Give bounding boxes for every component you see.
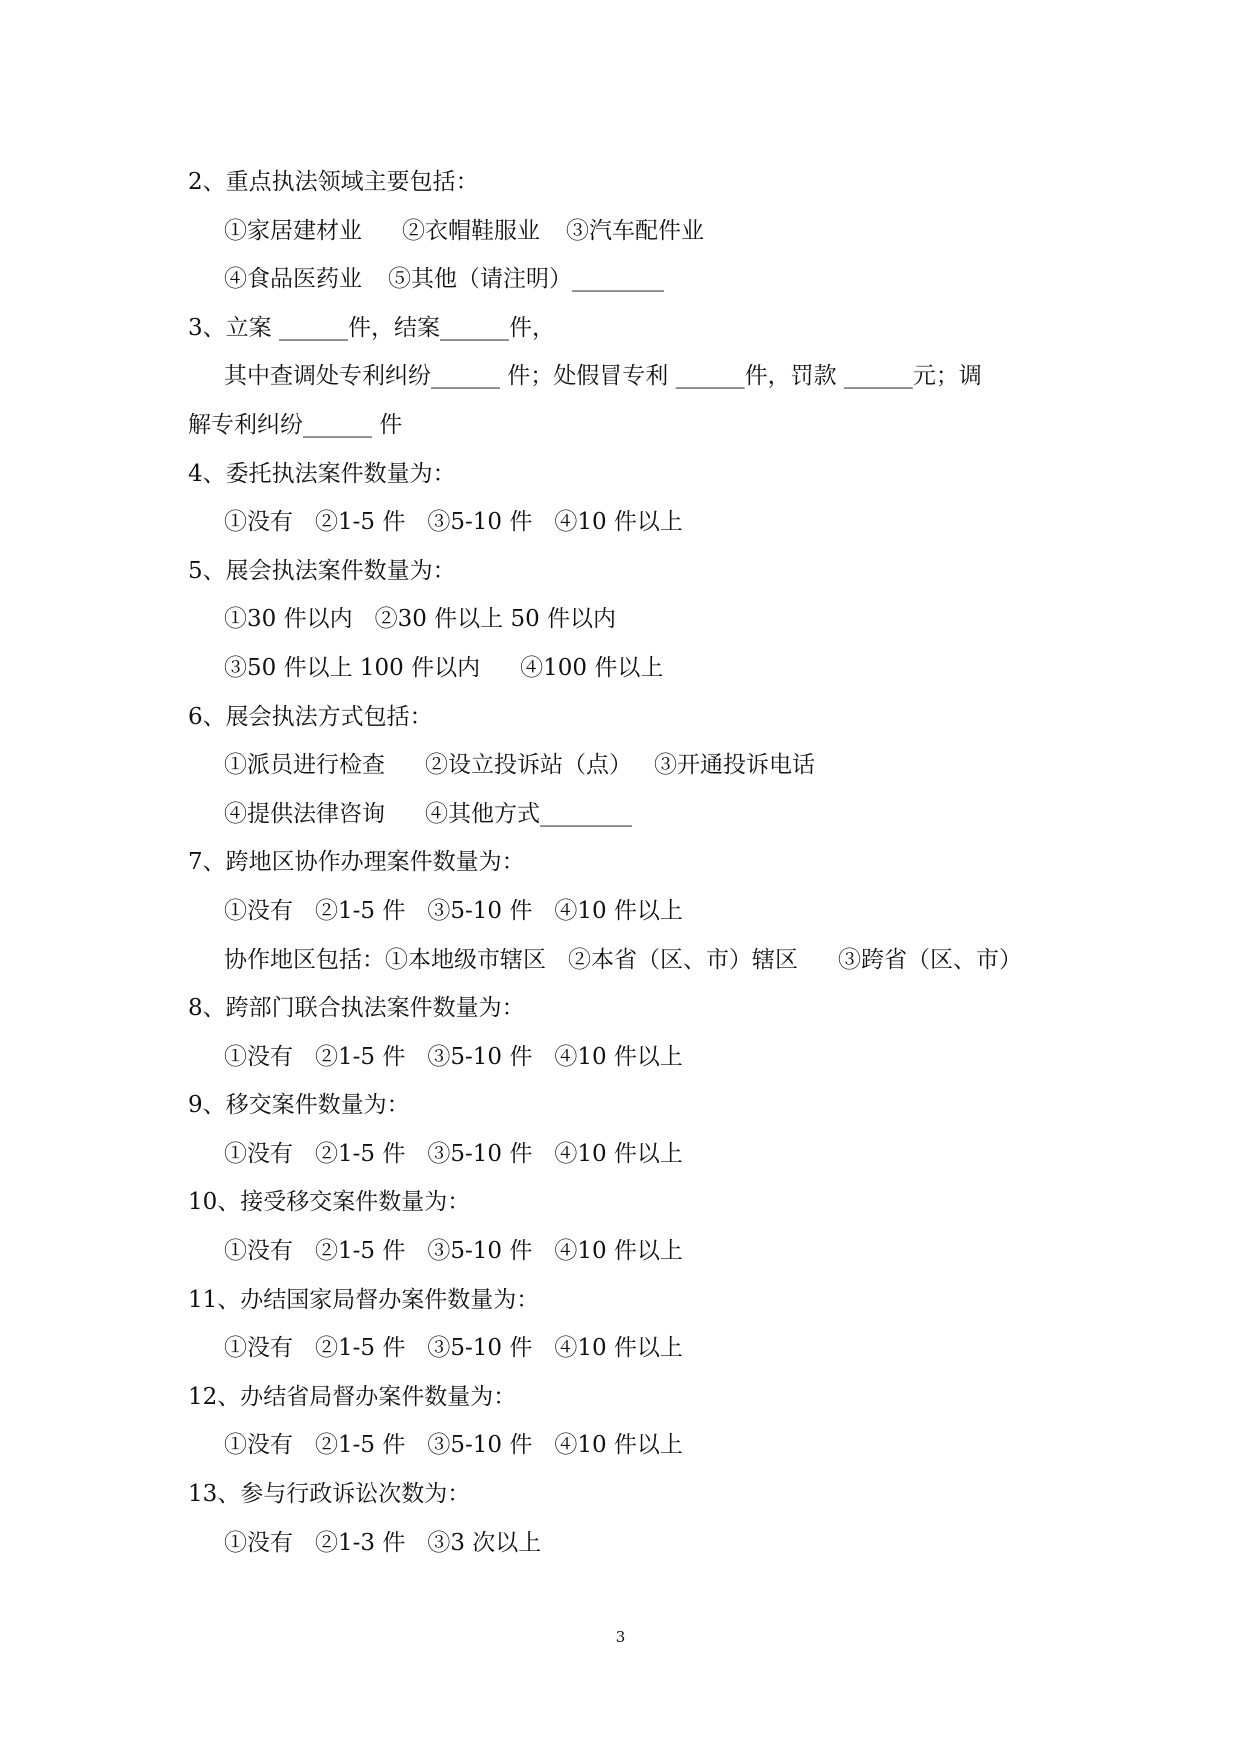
option: ③5-10 件 — [427, 509, 533, 536]
option: ①本地级市辖区 — [385, 946, 546, 973]
question-5-options-row-1 — [188, 595, 1068, 644]
option: ④10 件以上 — [554, 1140, 683, 1167]
question-7-region-row — [188, 936, 1068, 985]
option: ②1-5 件 — [315, 1140, 406, 1167]
option: ②1-3 件 — [315, 1529, 406, 1556]
option: ①没有 — [224, 1140, 293, 1167]
region-label: 协作地区包括： — [224, 946, 385, 973]
option: ③3 次以上 — [427, 1529, 542, 1556]
option: ③50 件以上 100 件以内 — [224, 654, 481, 681]
option: ②1-5 件 — [315, 897, 406, 924]
option: ③5-10 件 — [427, 897, 533, 924]
option: ②设立投诉站（点） — [425, 752, 632, 779]
question-13-options — [188, 1519, 1068, 1568]
option: ①没有 — [224, 1335, 293, 1362]
question-7-options — [188, 887, 1068, 936]
option: ④提供法律咨询 — [224, 800, 385, 827]
option: ①没有 — [224, 509, 293, 536]
option: ②衣帽鞋服业 — [402, 217, 540, 244]
question-11-title: 11、办结国家局督办案件数量为： — [188, 1286, 540, 1313]
question-5-title: 5、展会执法案件数量为： — [188, 557, 456, 584]
option: ②1-5 件 — [315, 1238, 406, 1265]
question-8-options — [188, 1033, 1068, 1082]
question-3-line-2: 其中查调处专利纠纷______ 件；处假冒专利 ______件，罚款 ______元；调 — [224, 363, 982, 390]
option: ③5-10 件 — [427, 1335, 533, 1362]
option: ①家居建材业 — [224, 217, 362, 244]
question-13-title: 13、参与行政诉讼次数为： — [188, 1481, 471, 1508]
option: ⑤其他（请注明）________ — [388, 266, 664, 293]
question-4-options — [188, 498, 1068, 547]
question-10-options — [188, 1227, 1068, 1276]
question-2-options-row-1 — [188, 207, 1068, 256]
option: ③跨省（区、市） — [838, 946, 1022, 973]
question-4-title: 4、委托执法案件数量为： — [188, 460, 456, 487]
option: ④其他方式________ — [425, 800, 632, 827]
option: ②本省（区、市）辖区 — [568, 946, 798, 973]
question-9-options — [188, 1130, 1068, 1179]
option: ④10 件以上 — [554, 509, 683, 536]
question-8-title: 8、跨部门联合执法案件数量为： — [188, 995, 525, 1022]
option: ③5-10 件 — [427, 1140, 533, 1167]
option: ①没有 — [224, 1432, 293, 1459]
question-12-options — [188, 1421, 1068, 1470]
option: ④10 件以上 — [554, 1335, 683, 1362]
question-3-line-3: 解专利纠纷______ 件 — [188, 411, 403, 438]
question-12-title: 12、办结省局督办案件数量为： — [188, 1383, 517, 1410]
question-7-title: 7、跨地区协作办理案件数量为： — [188, 849, 525, 876]
question-6-title: 6、展会执法方式包括： — [188, 703, 433, 730]
question-2-options-row-2 — [188, 255, 1068, 304]
question-9-title: 9、移交案件数量为： — [188, 1092, 410, 1119]
option: ③5-10 件 — [427, 1238, 533, 1265]
option: ②1-5 件 — [315, 509, 406, 536]
option: ②1-5 件 — [315, 1432, 406, 1459]
option: ③5-10 件 — [427, 1043, 533, 1070]
question-2-title: 2、重点执法领域主要包括： — [188, 169, 479, 195]
questionnaire-body — [188, 158, 1068, 1567]
option: ④10 件以上 — [554, 897, 683, 924]
question-3-line-1: 3、立案 ______件，结案______件， — [188, 314, 555, 341]
option: ③开通投诉电话 — [654, 752, 815, 779]
question-10-title: 10、接受移交案件数量为： — [188, 1189, 471, 1216]
option: ①没有 — [224, 1529, 293, 1556]
option: ①没有 — [224, 897, 293, 924]
option: ④10 件以上 — [554, 1043, 683, 1070]
question-6-options-row-1 — [188, 741, 1068, 790]
option: ④100 件以上 — [520, 654, 664, 681]
option: ③5-10 件 — [427, 1432, 533, 1459]
option: ④食品医药业 — [224, 266, 362, 293]
page-number: 3 — [615, 1628, 626, 1646]
option: ①30 件以内 — [224, 606, 353, 633]
option: ①派员进行检查 — [224, 752, 385, 779]
option: ②1-5 件 — [315, 1043, 406, 1070]
option: ④10 件以上 — [554, 1238, 683, 1265]
question-11-options — [188, 1324, 1068, 1373]
question-5-options-row-2 — [188, 644, 1068, 693]
option: ②30 件以上 50 件以内 — [374, 606, 617, 633]
option: ①没有 — [224, 1043, 293, 1070]
option: ①没有 — [224, 1238, 293, 1265]
option: ③汽车配件业 — [566, 217, 704, 244]
option: ④10 件以上 — [554, 1432, 683, 1459]
question-6-options-row-2 — [188, 790, 1068, 839]
option: ②1-5 件 — [315, 1335, 406, 1362]
